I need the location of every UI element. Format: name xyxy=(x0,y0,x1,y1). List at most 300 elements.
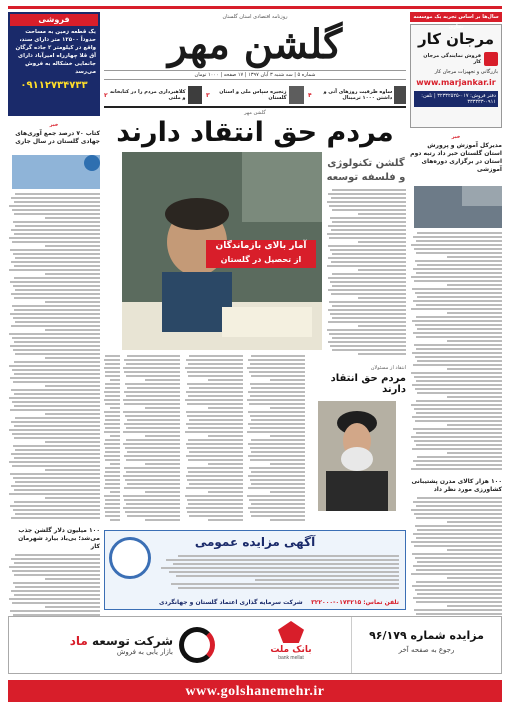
body-text-line xyxy=(413,597,502,599)
body-text-line xyxy=(124,403,180,405)
body-text-line xyxy=(411,509,502,511)
left-bottom-news[interactable]: ۱۰۰ میلیون دلار گلشن جذب می‌شد؛ بی‌باد بیارد شهرمان کار xyxy=(18,527,100,550)
body-text-line xyxy=(169,571,399,573)
body-text-line xyxy=(248,487,305,489)
body-text-line xyxy=(411,244,502,246)
body-text-line xyxy=(250,427,305,429)
body-text-line xyxy=(415,356,502,358)
body-text-line xyxy=(416,613,502,615)
body-text-line xyxy=(251,419,305,421)
footer-url[interactable]: www.golshanemehr.ir xyxy=(185,684,325,699)
body-text-line xyxy=(447,549,502,551)
body-text-line xyxy=(126,375,180,377)
body-text-line xyxy=(11,389,100,391)
body-text-line xyxy=(166,559,399,561)
body-text-line xyxy=(447,312,502,314)
body-text-line xyxy=(332,273,406,275)
bank-mellat-ad[interactable] xyxy=(241,621,341,669)
body-text-line xyxy=(187,447,242,449)
body-text-line xyxy=(188,375,242,377)
body-text-line xyxy=(186,507,243,509)
body-text-line xyxy=(417,360,502,362)
body-text-line xyxy=(15,225,100,227)
right-news-label: خبر xyxy=(451,134,461,140)
body-text-line xyxy=(126,459,181,461)
teaser-item[interactable] xyxy=(206,84,304,106)
body-text-line xyxy=(413,300,502,302)
body-text-line xyxy=(414,513,502,515)
body-text-line xyxy=(110,379,120,381)
body-text-line xyxy=(329,205,406,207)
body-text-line xyxy=(110,519,120,521)
body-text-line xyxy=(45,301,100,303)
sub-article-label: انتقاد از مسئولان xyxy=(370,365,406,371)
marjan-ad-sub: فروش نمایندگی مرجان کار xyxy=(423,53,482,65)
body-text-line xyxy=(251,387,305,389)
teaser-photo xyxy=(394,86,406,104)
body-text-line xyxy=(249,499,305,501)
body-text-line xyxy=(104,495,120,497)
body-text-line xyxy=(208,379,243,381)
mozayede-box[interactable] xyxy=(351,617,501,673)
body-text-line xyxy=(126,395,181,397)
body-text-line xyxy=(15,289,100,291)
body-text-line xyxy=(417,232,502,234)
body-text-line xyxy=(270,463,305,465)
right-article-body xyxy=(410,232,502,472)
body-text-line xyxy=(189,419,243,421)
body-text-line xyxy=(417,296,502,298)
body-text-line xyxy=(328,225,406,227)
body-text-line xyxy=(188,395,243,397)
teaser-photo xyxy=(188,86,202,104)
body-text-line xyxy=(9,333,100,335)
globe-icons-photo xyxy=(12,155,100,189)
mozayede-sub: رجوع به صفحه آخر xyxy=(398,646,455,654)
body-text-line xyxy=(416,272,502,274)
body-text-line xyxy=(330,281,406,283)
body-text-line xyxy=(15,481,100,483)
body-text-line xyxy=(415,557,502,559)
body-text-line xyxy=(45,217,100,219)
body-text-line xyxy=(447,256,502,258)
body-text-line xyxy=(127,451,181,453)
body-text-line xyxy=(416,316,502,318)
right-news-title[interactable]: مدیرکل آموزش و پرورش استان گلستان خبر داد رتبه دوم استان در برگزاری دوره‌های آموزشی xyxy=(410,142,502,173)
body-text-line xyxy=(414,248,502,250)
body-text-line xyxy=(412,416,502,418)
body-text-line xyxy=(11,453,100,455)
headline-rule xyxy=(104,106,406,108)
marjan-ad-desc: بازرگانی و تجهیزات مرجان کار xyxy=(434,69,498,75)
body-text-line xyxy=(15,513,100,515)
sub-article-title[interactable]: مردم حق انتقاد دارند xyxy=(330,373,406,395)
body-text-line xyxy=(270,491,305,493)
body-text-line xyxy=(105,415,120,417)
body-text-line xyxy=(127,483,181,485)
body-text-line xyxy=(251,439,305,441)
body-text-line xyxy=(124,423,181,425)
body-text-line xyxy=(188,427,243,429)
tosee-mad-ad[interactable] xyxy=(15,621,215,669)
body-text-line xyxy=(250,395,305,397)
body-text-line xyxy=(105,459,120,461)
body-text-line xyxy=(104,475,120,477)
body-text-line xyxy=(270,407,305,409)
body-text-line xyxy=(411,468,502,470)
body-text-line xyxy=(14,405,100,407)
body-text-line xyxy=(328,277,406,279)
body-text-line xyxy=(416,336,502,338)
body-text-line xyxy=(105,451,120,453)
body-text-line xyxy=(414,280,502,282)
body-text-line xyxy=(145,519,180,521)
body-text-line xyxy=(9,397,100,399)
body-text-line xyxy=(127,515,181,517)
body-text-line xyxy=(329,237,406,239)
body-text-line xyxy=(105,447,120,449)
teaser-item[interactable] xyxy=(104,84,202,106)
body-text-line xyxy=(15,417,100,419)
body-text-line xyxy=(330,249,406,251)
body-text-line xyxy=(14,489,100,491)
body-text-line xyxy=(270,379,305,381)
body-text-line xyxy=(14,341,100,343)
body-text-line xyxy=(187,479,242,481)
sale-header: فروشی xyxy=(10,14,98,26)
body-text-line xyxy=(14,233,100,235)
body-text-line xyxy=(104,423,120,425)
body-text-line xyxy=(11,261,100,263)
body-text-line xyxy=(415,420,502,422)
body-text-line xyxy=(13,445,100,447)
body-text-line xyxy=(105,515,120,517)
body-text-line xyxy=(188,471,242,473)
body-text-line xyxy=(105,471,120,473)
body-text-line xyxy=(178,555,399,557)
body-text-line xyxy=(124,487,181,489)
sub-kicker[interactable]: گلشن تکنولوژی و فلسفه توسعه xyxy=(326,158,406,183)
body-text-line xyxy=(332,209,406,211)
body-text-line xyxy=(110,407,120,409)
body-text-line xyxy=(186,391,243,393)
body-text-line xyxy=(12,401,100,403)
body-text-line xyxy=(186,455,243,457)
body-text-line xyxy=(358,269,406,271)
body-text-line xyxy=(105,371,120,373)
bank-name: بانک ملت xyxy=(270,645,312,655)
body-text-line xyxy=(45,273,100,275)
body-text-line xyxy=(104,391,120,393)
teaser-row xyxy=(104,84,406,106)
body-text-line xyxy=(11,197,100,199)
top-rule xyxy=(8,6,502,9)
bottom-ads-row xyxy=(8,616,502,674)
body-text-line xyxy=(9,205,100,207)
body-text-line xyxy=(14,265,100,267)
body-text-line xyxy=(15,257,100,259)
body-text-line xyxy=(105,375,120,377)
body-text-line xyxy=(14,574,100,576)
body-text-line xyxy=(10,610,100,612)
body-text-line xyxy=(248,423,305,425)
body-text-line xyxy=(411,436,502,438)
body-text-line xyxy=(12,369,100,371)
body-text-line xyxy=(416,412,502,414)
body-text-line xyxy=(414,408,502,410)
body-text-line xyxy=(411,404,502,406)
body-text-line xyxy=(413,501,502,503)
body-text-line xyxy=(187,467,243,469)
body-text-line xyxy=(13,253,100,255)
body-text-line xyxy=(415,388,502,390)
body-text-line xyxy=(412,320,502,322)
body-text-line xyxy=(185,431,243,433)
body-text-line xyxy=(9,365,100,367)
body-text-line xyxy=(104,411,120,413)
body-text-line xyxy=(270,519,305,521)
body-text-line xyxy=(447,424,502,426)
body-text-line xyxy=(327,233,406,235)
body-text-line xyxy=(126,439,180,441)
body-text-line xyxy=(412,352,502,354)
body-text-line xyxy=(208,435,243,437)
teaser-page: ۲ xyxy=(104,91,108,99)
body-text-line xyxy=(15,193,100,195)
tosee-title xyxy=(70,634,173,648)
sale-text: یک قطعه زمین به مساحت حدوداً ۱۲۵۰۰ متر دارای سند، واقع در کیلومتر ۲ جاده گرگان آق قلا چهارراه امیرآباد دارای جانمایی خشکاله به فروش می‌رسد xyxy=(15,29,96,75)
body-text-line xyxy=(125,511,180,513)
body-text-line xyxy=(10,249,100,251)
body-text-line xyxy=(415,525,502,527)
body-text-line xyxy=(328,245,406,247)
body-text-line xyxy=(14,457,100,459)
body-text-line xyxy=(9,461,100,463)
body-text-line xyxy=(447,605,502,607)
sub-kicker-body xyxy=(326,189,406,359)
body-text-line xyxy=(417,593,502,595)
body-text-line xyxy=(105,479,120,481)
body-text-line xyxy=(145,463,180,465)
body-text-line xyxy=(11,558,100,560)
body-text-line xyxy=(9,493,100,495)
body-text-line xyxy=(126,503,180,505)
body-text-line xyxy=(105,499,120,501)
left-article-body xyxy=(8,193,100,523)
body-text-line xyxy=(10,281,100,283)
photo-caption xyxy=(206,240,316,268)
body-text-line xyxy=(416,581,502,583)
body-text-line xyxy=(417,264,502,266)
body-text-line xyxy=(185,495,243,497)
body-text-line xyxy=(14,562,100,564)
left-news-label: خبر xyxy=(49,122,59,128)
body-text-line xyxy=(9,429,100,431)
body-text-line xyxy=(416,240,502,242)
body-text-line xyxy=(328,257,406,259)
body-text-line xyxy=(447,577,502,579)
body-text-line xyxy=(123,411,180,413)
teaser-text: کلاهبرداری مردم را در کتابخانه و ملتی xyxy=(109,89,186,101)
body-text-line xyxy=(10,377,100,379)
left-sidebar xyxy=(8,12,100,652)
bank-mellat-logo-icon xyxy=(278,621,304,643)
auction-title: آگهی مزایده عمومی xyxy=(194,535,316,549)
body-text-line xyxy=(248,455,305,457)
body-text-line xyxy=(125,447,180,449)
teaser-page: ۴ xyxy=(308,91,312,99)
body-text-line xyxy=(330,345,406,347)
body-text-line xyxy=(123,431,181,433)
body-text-line xyxy=(9,566,100,568)
body-text-line xyxy=(414,376,502,378)
body-text-line xyxy=(358,241,406,243)
body-text-line xyxy=(13,381,100,383)
body-text-line xyxy=(247,495,305,497)
body-text-line xyxy=(358,353,406,355)
teaser-item[interactable] xyxy=(308,84,406,106)
body-text-line xyxy=(45,578,100,580)
body-text-line xyxy=(171,583,399,585)
body-text-line xyxy=(248,507,305,509)
body-text-line xyxy=(250,479,305,481)
body-text-line xyxy=(123,495,181,497)
body-text-line xyxy=(11,485,100,487)
body-text-line xyxy=(10,345,100,347)
body-text-line xyxy=(105,419,120,421)
body-text-line xyxy=(186,423,243,425)
body-text-line xyxy=(105,395,120,397)
headline-small-label: گلشن مهر xyxy=(244,110,266,116)
sale-box[interactable] xyxy=(8,12,100,116)
body-text-line xyxy=(12,433,100,435)
body-text-line xyxy=(330,313,406,315)
main-right-column xyxy=(326,157,406,367)
auction-ad[interactable] xyxy=(104,530,406,610)
body-text-line xyxy=(45,357,100,359)
body-text-line xyxy=(9,598,100,600)
body-text-line xyxy=(125,383,180,385)
right-bottom-news[interactable]: ۱۰۰ هزار کالای مدرن پشتیبانی کشاورزی مورد نظر داد xyxy=(411,478,502,493)
body-text-line xyxy=(411,573,502,575)
body-text-line xyxy=(105,355,120,357)
body-text-line xyxy=(104,431,120,433)
main-headline[interactable]: مردم حق انتقاد دارند xyxy=(116,117,394,148)
body-text-line xyxy=(208,491,243,493)
cleric-photo xyxy=(318,401,396,511)
teaser-photo xyxy=(289,86,304,104)
bank-en: bank mellat xyxy=(278,655,304,661)
body-text-line xyxy=(327,201,406,203)
body-text-line xyxy=(10,505,100,507)
body-text-line xyxy=(45,413,100,415)
body-text-line xyxy=(329,301,406,303)
teaser-text: ساوه ظرفیت روزهای آتی و داشتن ۱۰۰۰ ترمینال xyxy=(323,89,393,101)
body-text-line xyxy=(104,367,120,369)
teaser-text: زنجیره سپاس ملی و استان گلستان xyxy=(219,89,287,101)
body-text-line xyxy=(45,497,100,499)
main-article-body xyxy=(122,355,305,525)
body-text-line xyxy=(327,329,406,331)
body-text-line xyxy=(14,361,100,363)
photo-caption-line2: از تحصیل در گلستان xyxy=(220,255,302,264)
auction-phone[interactable]: تلفن تماس: ۰۱۷۳۲۱۵-۳۲۲۰۰۰ xyxy=(311,599,399,606)
body-text-line xyxy=(11,293,100,295)
body-text-line xyxy=(189,387,243,389)
body-text-line xyxy=(332,285,406,287)
body-text-line xyxy=(188,363,243,365)
body-text-line xyxy=(414,609,502,611)
body-text-line xyxy=(416,380,502,382)
masthead-logo[interactable]: گلشن مهر xyxy=(167,21,343,68)
body-text-line xyxy=(173,563,399,565)
tosee-title-text: شرکت توسعه xyxy=(91,634,173,648)
body-text-line xyxy=(416,601,502,603)
body-text-line xyxy=(413,565,502,567)
body-text-line xyxy=(417,392,502,394)
body-text-line xyxy=(145,435,180,437)
body-text-line xyxy=(124,499,180,501)
body-text-line xyxy=(416,304,502,306)
body-text-line xyxy=(14,277,100,279)
body-text-line xyxy=(127,387,181,389)
body-text-line xyxy=(105,427,120,429)
body-text-line xyxy=(327,265,406,267)
left-news-title[interactable]: کتاب ۷۰ درصد جمع آوری‌های جهادی گلستان در سال جاری xyxy=(15,130,100,145)
body-text-line xyxy=(415,324,502,326)
body-text-line xyxy=(331,293,406,295)
body-text-line xyxy=(14,437,100,439)
body-text-line xyxy=(45,385,100,387)
sale-phone[interactable]: ۰۹۱۱۲۷۳۴۷۳۳ xyxy=(20,80,88,91)
body-text-line xyxy=(13,509,100,511)
body-text-line xyxy=(332,189,406,191)
marjan-ad-web[interactable]: www.marjankar.ir xyxy=(416,78,496,87)
body-text-line xyxy=(105,387,120,389)
body-text-line xyxy=(416,517,502,519)
body-text-line xyxy=(15,449,100,451)
body-text-line xyxy=(416,464,502,466)
body-text-line xyxy=(12,305,100,307)
footer-bar xyxy=(8,680,502,702)
body-text-line xyxy=(105,503,120,505)
body-text-line xyxy=(411,372,502,374)
body-text-line xyxy=(14,501,100,503)
body-text-line xyxy=(332,221,406,223)
body-text-line xyxy=(145,407,180,409)
body-text-line xyxy=(123,399,181,401)
body-text-line xyxy=(12,570,100,572)
body-text-line xyxy=(328,321,406,323)
tosee-sub: ماد xyxy=(69,634,88,648)
body-text-line xyxy=(126,427,181,429)
body-text-line xyxy=(248,443,305,445)
body-text-line xyxy=(416,569,502,571)
body-text-line xyxy=(104,399,120,401)
body-text-line xyxy=(411,276,502,278)
main-article-narrow xyxy=(104,355,120,525)
auction-logo-icon xyxy=(109,537,151,579)
body-text-line xyxy=(110,463,120,465)
issue-line: شماره ۵ | سه شنبه ۳ آبان ۱۳۹۷ | ۱۷ صفحه | ۱۰۰۰ تومان xyxy=(104,70,406,80)
marjan-ad[interactable] xyxy=(410,24,502,128)
masthead-tagline: روزنامه اقتصادی استان گلستان xyxy=(222,14,288,20)
body-text-line xyxy=(250,447,305,449)
sub-article xyxy=(308,365,406,525)
body-text-line xyxy=(186,359,243,361)
body-text-line xyxy=(247,399,305,401)
body-text-line xyxy=(447,396,502,398)
